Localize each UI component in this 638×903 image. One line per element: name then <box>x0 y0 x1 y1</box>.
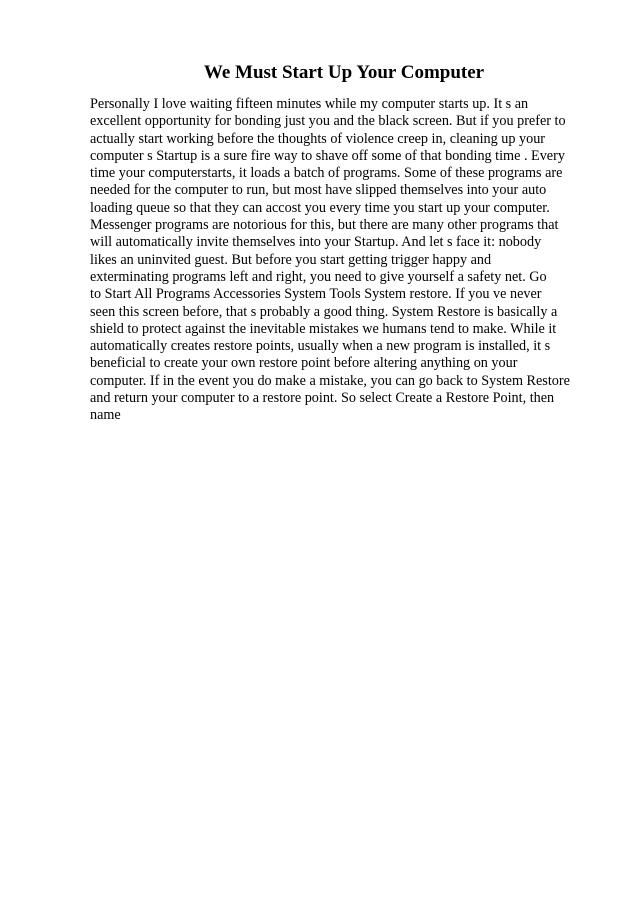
body-line: beneficial to create your own restore point before altering anything on your <box>90 355 518 372</box>
body-line: computer s Startup is a sure fire way to shave off some of that bonding time . Every <box>90 147 565 164</box>
body-line: automatically creates restore points, usually when a new program is installed, it s <box>90 338 551 355</box>
body-line: Messenger programs are notorious for this, but there are many other programs that <box>90 217 559 234</box>
body-line: shield to protect against the inevitable mistakes we humans tend to make. While it <box>90 320 557 337</box>
document-body <box>90 96 600 425</box>
body-line: actually start working before the thoughts of violence creep in, cleaning up your <box>90 130 546 147</box>
document-title: We Must Start Up Your Computer <box>203 62 485 83</box>
body-line: needed for the computer to run, but most have slipped themselves into your auto <box>90 182 547 199</box>
body-line: time your computerstarts, it loads a batch of programs. Some of these programs are <box>90 165 563 182</box>
body-line: likes an uninvited guest. But before you start getting trigger happy and <box>90 251 492 268</box>
body-line: and return your computer to a restore point. So select Create a Restore Point, then <box>90 390 555 407</box>
body-line: Personally I love waiting fifteen minutes while my computer starts up. It s an <box>90 96 529 112</box>
body-line: loading queue so that they can accost you every time you start up your computer. <box>90 199 550 216</box>
body-line: will automatically invite themselves into your Startup. And let s face it: nobody <box>90 234 542 251</box>
body-line: exterminating programs left and right, you need to give yourself a safety net. Go <box>90 268 547 285</box>
body-line: to Start All Programs Accessories System Tools System restore. If you ve never <box>90 286 542 303</box>
body-line: computer. If in the event you do make a mistake, you can go back to System Restore <box>90 372 570 389</box>
body-line: excellent opportunity for bonding just you and the black screen. But if you prefer to <box>90 113 566 130</box>
body-line: seen this screen before, that s probably a good thing. System Restore is basically a <box>90 303 558 320</box>
body-line: name <box>90 407 121 424</box>
